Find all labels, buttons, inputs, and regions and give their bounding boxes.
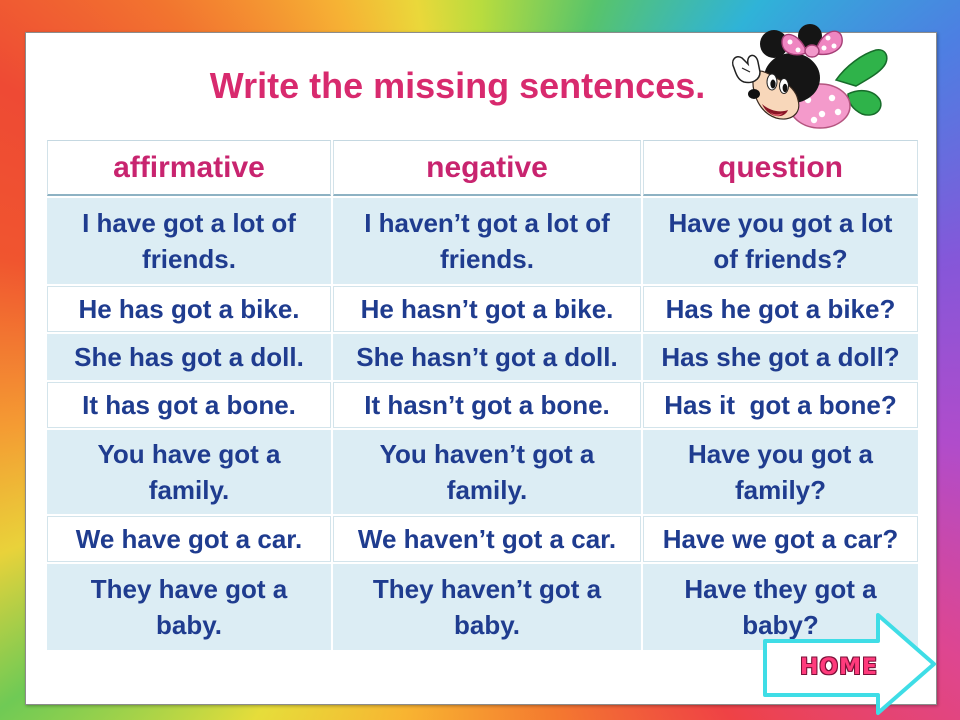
sentence-text: He has got a bike.	[78, 294, 300, 324]
cell-negative	[333, 430, 641, 514]
sentence-text: Has he got a bike?	[665, 294, 896, 324]
cell-affirmative	[47, 382, 331, 428]
sentence-text: It has got a bone.	[82, 390, 296, 420]
cell-question	[643, 334, 918, 380]
sentence-text: They haven’t got a baby.	[372, 574, 602, 640]
sentence-text: We haven’t got a car.	[357, 524, 617, 554]
sentence-text: Have you got a family?	[688, 439, 873, 505]
cell-affirmative	[47, 430, 331, 514]
cell-negative	[333, 516, 641, 562]
sentence-text: I have got a lot of friends.	[82, 208, 296, 274]
home-button[interactable]	[762, 610, 938, 718]
cell-affirmative	[47, 516, 331, 562]
sentence-text: You have got a family.	[97, 439, 281, 505]
sentence-text: I haven’t got a lot of friends.	[364, 208, 610, 274]
table-row	[47, 334, 918, 380]
cell-affirmative	[47, 564, 331, 650]
table-header-row	[47, 140, 918, 196]
sentence-text: We have got a car.	[75, 524, 303, 554]
minnie-mouse-image	[728, 20, 890, 134]
cell-negative	[333, 564, 641, 650]
sentence-text: Have they got a baby?	[684, 574, 877, 640]
slide-title: Write the missing sentences.	[209, 65, 706, 106]
table-row	[47, 430, 918, 514]
sentence-text: Have you got a lot of friends?	[668, 208, 893, 274]
table-row	[47, 286, 918, 332]
sentence-text: You haven’t got a family.	[379, 439, 595, 505]
cell-question	[643, 430, 918, 514]
cell-negative	[333, 334, 641, 380]
home-button-label: HOME	[799, 655, 879, 680]
cell-affirmative	[47, 198, 331, 284]
header-affirmative: affirmative	[47, 140, 331, 196]
cell-negative	[333, 198, 641, 284]
cell-question	[643, 286, 918, 332]
grammar-table	[47, 140, 918, 652]
cell-affirmative	[47, 334, 331, 380]
cell-negative	[333, 286, 641, 332]
sentence-text: Has she got a doll?	[661, 342, 900, 372]
cell-negative	[333, 382, 641, 428]
header-negative: negative	[333, 140, 641, 196]
cell-question	[643, 382, 918, 428]
sentence-text: She has got a doll.	[74, 342, 304, 372]
header-question: question	[643, 140, 918, 196]
table-row	[47, 198, 918, 284]
sentence-text: Have we got a car?	[662, 524, 899, 554]
table-row	[47, 382, 918, 428]
cell-question	[643, 516, 918, 562]
cell-affirmative	[47, 286, 331, 332]
sentence-text: She hasn’t got a doll.	[356, 342, 618, 372]
table-row	[47, 516, 918, 562]
sentence-text: They have got a baby.	[90, 574, 288, 640]
sentence-text: Has it got a bone?	[664, 390, 897, 420]
cell-question	[643, 198, 918, 284]
sentence-text: He hasn’t got a bike.	[360, 294, 614, 324]
minnie-glove	[733, 55, 760, 82]
sentence-text: It hasn’t got a bone.	[364, 390, 610, 420]
